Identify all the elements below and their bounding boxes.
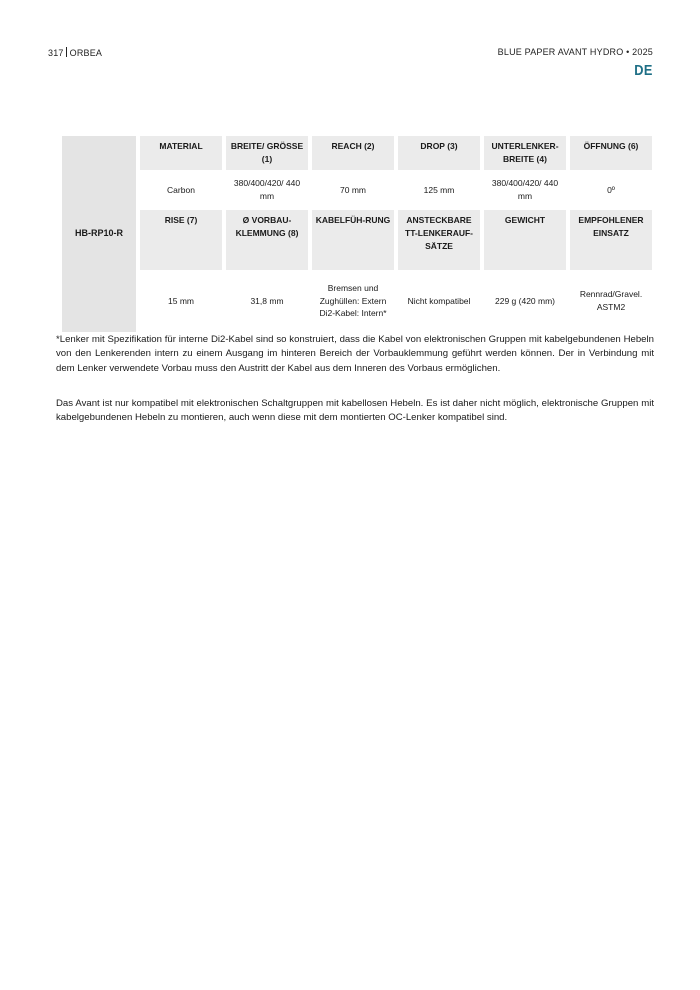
- header-cable-routing: KABELFÜH-RUNG: [312, 210, 394, 270]
- value-drop-width: 380/400/420/ 440 mm: [484, 170, 566, 210]
- header-material: MATERIAL: [140, 136, 222, 170]
- header-stem-clamp: Ø VORBAU-KLEMMUNG (8): [226, 210, 308, 270]
- document-title: BLUE PAPER AVANT HYDRO • 2025: [497, 47, 653, 57]
- header-drop-width: UNTERLENKER-BREITE (4): [484, 136, 566, 170]
- spec-table: [58, 136, 656, 332]
- page-number: 317: [48, 48, 64, 58]
- spec-header-row: [62, 136, 652, 170]
- footnote-paragraph: *Lenker mit Spezifikation für interne Di2-Kabel sind so konstruiert, dass die Kabel von elektronischen Gruppen mit kabelgebundenen Hebeln von den Lenkerenden intern zu einem Ausgang im hinteren Bereich der Vorbauklemmung geführt werden können. Der in Verbindung mit dem Lenker verwendete Vorbau muss den Austritt der Kabel aus dem Inneren des Vorbaus ermöglichen.: [56, 334, 654, 374]
- header-drop: DROP (3): [398, 136, 480, 170]
- spec-value-row: [62, 270, 652, 332]
- value-material: Carbon: [140, 170, 222, 210]
- header-weight: GEWICHT: [484, 210, 566, 270]
- page-header-left: [48, 47, 102, 58]
- spec-value-row: [62, 170, 652, 210]
- model-name: HB-RP10-R: [62, 136, 136, 332]
- value-recommended-use: Rennrad/Gravel. ASTM2: [570, 270, 652, 332]
- brand-name: ORBEA: [69, 48, 103, 58]
- header-clip-on-extensions: ANSTECKBARE TT-LENKERAUF-SÄTZE: [398, 210, 480, 270]
- spec-header-row: [62, 210, 652, 270]
- value-clip-on-extensions: Nicht kompatibel: [398, 270, 480, 332]
- value-rise: 15 mm: [140, 270, 222, 332]
- language-code: DE: [634, 62, 653, 79]
- compatibility-paragraph: Das Avant ist nur kompatibel mit elektronischen Schaltgruppen mit kabellosen Hebeln. Es ist daher nicht möglich, elektronische Gruppen mit kabelgebundenen Hebeln zu montieren, auch wenn diese mit dem montierten OC-Lenker kompatibel sind.: [56, 398, 654, 424]
- value-weight: 229 g (420 mm): [484, 270, 566, 332]
- value-reach: 70 mm: [312, 170, 394, 210]
- header-recommended-use: EMPFOHLENER EINSATZ: [570, 210, 652, 270]
- header-rise: RISE (7): [140, 210, 222, 270]
- header-width-size: BREITE/ GRÖSSE (1): [226, 136, 308, 170]
- value-drop: 125 mm: [398, 170, 480, 210]
- value-width-size: 380/400/420/ 440 mm: [226, 170, 308, 210]
- header-flare: ÖFFNUNG (6): [570, 136, 652, 170]
- value-flare: 0º: [570, 170, 652, 210]
- value-stem-clamp: 31,8 mm: [226, 270, 308, 332]
- value-cable-routing: Bremsen und Zughüllen: Extern Di2-Kabel: Intern*: [312, 270, 394, 332]
- header-reach: REACH (2): [312, 136, 394, 170]
- header-divider: [66, 47, 67, 57]
